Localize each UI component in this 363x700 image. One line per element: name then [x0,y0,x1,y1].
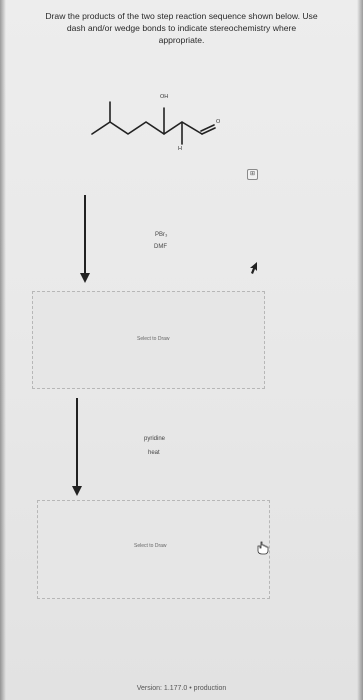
drawing-area-2[interactable] [37,500,270,599]
hydroxyl-label: OH [160,94,169,100]
cursor-arrow-icon [248,262,258,274]
oxygen-label: O [216,119,221,125]
left-edge-shadow [0,0,6,700]
right-edge-shadow [357,0,363,700]
hand-pointer-icon [256,541,270,555]
step2-reagent-2: heat [148,450,160,456]
select-to-draw-1[interactable]: Select to Draw [137,336,170,342]
question-line-3: appropriate. [158,35,205,45]
hydrogen-label: H [178,146,182,152]
step1-reagent-1: PBr₃ [155,232,168,238]
molecule-structure-icon [90,88,230,183]
question-text [0,10,363,46]
select-to-draw-2[interactable]: Select to Draw [134,543,167,549]
drawing-area-1[interactable] [32,291,265,389]
question-line-1: Draw the products of the two step reaction sequence shown below. Use [45,11,318,21]
down-arrow-icon [78,195,92,285]
step2-reagent-1: pyridine [144,436,166,442]
expand-icon[interactable]: ⊞ [247,169,258,180]
down-arrow-icon [70,398,84,498]
question-line-2: dash and/or wedge bonds to indicate stereochemistry where [66,23,297,33]
version-label: Version: 1.177.0 • production [136,685,227,692]
starting-molecule [90,88,230,188]
step1-reagent-2: DMF [154,244,167,250]
